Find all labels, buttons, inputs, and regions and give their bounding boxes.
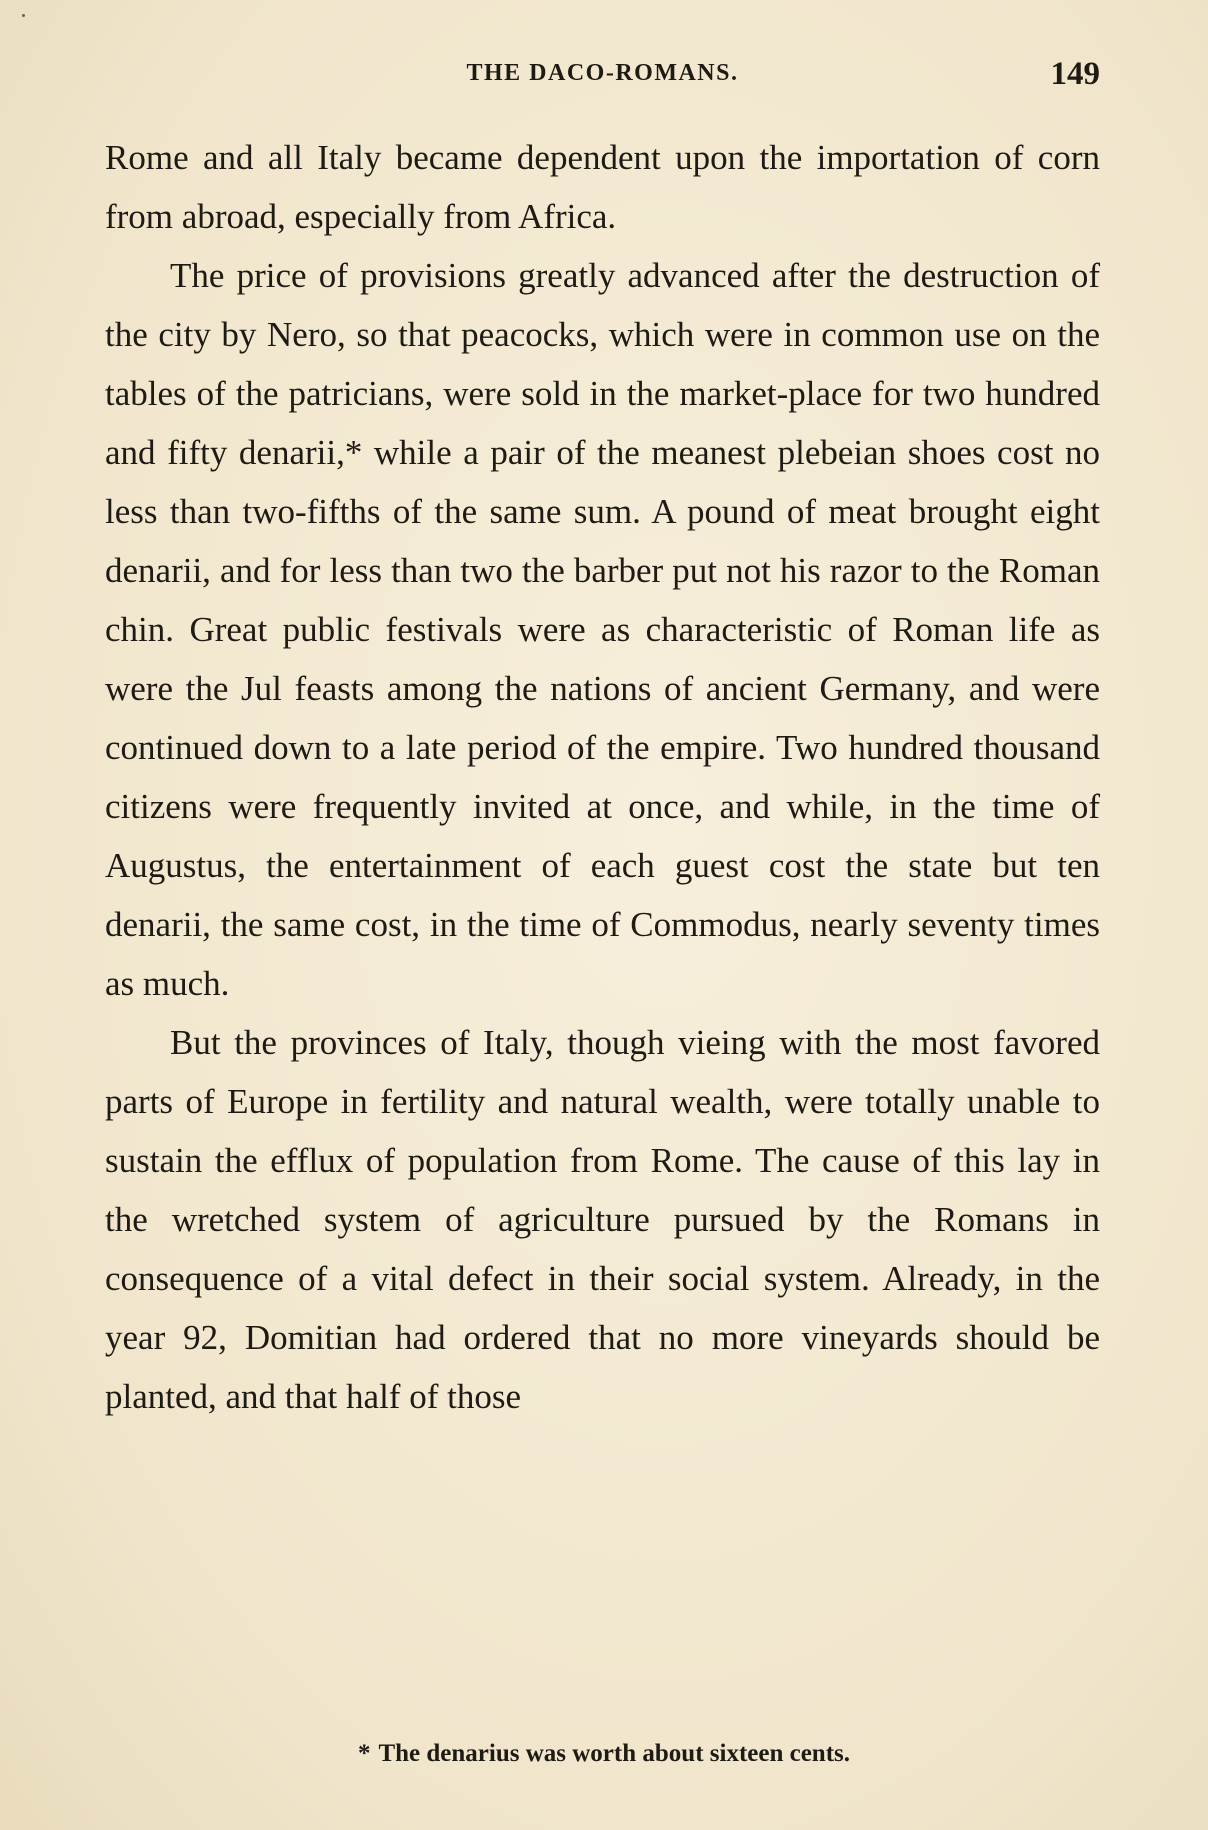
paragraph-provinces: But the provinces of Italy, though vieing with the most favored parts of Europe in fertility and natural wealth, were totally unable to sustain the efflux of population from Rome. The cause of this lay in the wretched system of agriculture pursued by the Romans in consequence of a vital defect in their social system. Already, in the year 92, Domitian had ordered that no more vineyards should be planted, and that half of those [105, 1023, 1100, 1416]
body-text [105, 128, 1100, 1426]
paragraph-provisions: The price of provisions greatly advanced after the destruction of the city by Nero, so that peacocks, which were in common use on the tables of the patricians, were sold in the market-place for two hundred and fifty denarii,* while a pair of the meanest plebeian shoes cost no less than two-fifths of the same sum. A pound of meat brought eight denarii, and for less than two the barber put not his razor to the Roman chin. Great public festivals were as characteristic of Roman life as were the Jul feasts among the nations of ancient Germany, and were continued down to a late period of the empire. Two hundred thousand citizens were frequently invited at once, and while, in the time of Augustus, the entertainment of each guest cost the state but ten denarii, the same cost, in the time of Commodus, nearly seventy times as much. [105, 256, 1100, 1003]
paragraph-continuation: Rome and all Italy became dependent upon the importation of corn from abroad, especially from Africa. [105, 138, 1100, 236]
page-speck [22, 14, 25, 17]
footnote-marker: * [357, 1740, 371, 1767]
running-title: THE DACO-ROMANS. [466, 60, 739, 86]
footnote [0, 1740, 1208, 1768]
page-number: 149 [1050, 56, 1100, 92]
running-head [105, 56, 1100, 96]
footnote-text: The denarius was worth about sixteen cents. [378, 1740, 851, 1767]
